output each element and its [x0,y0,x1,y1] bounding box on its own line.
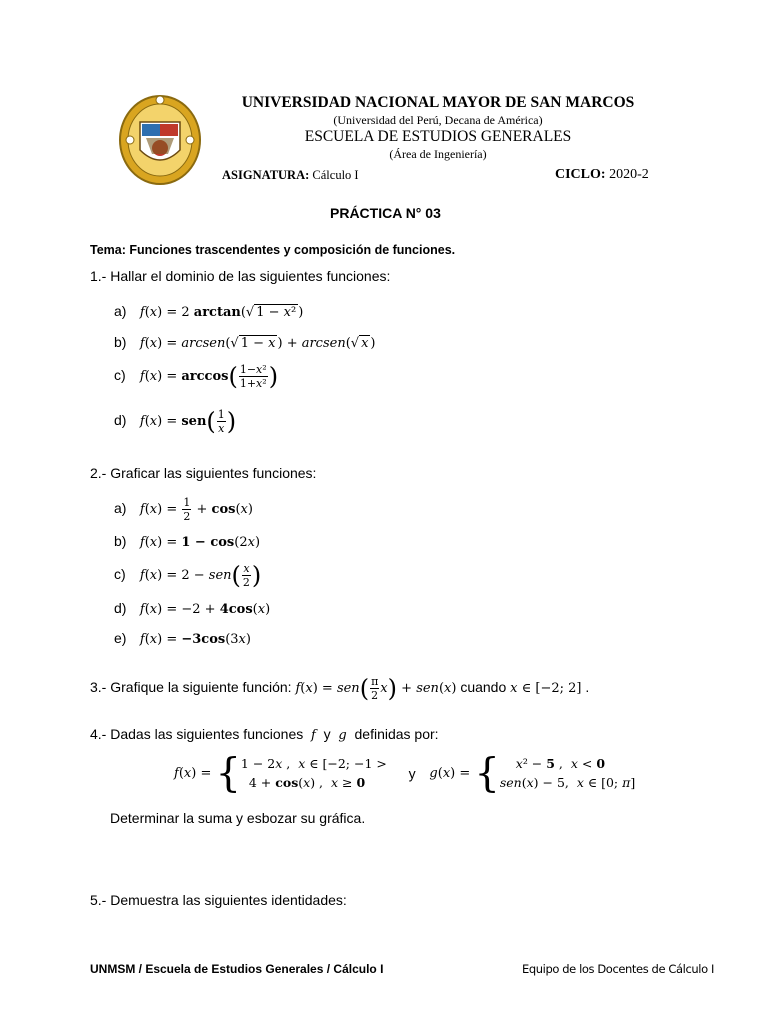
cycle-value: 2020-2 [609,167,649,182]
topic: Tema: Funciones trascendentes y composición de funciones. [90,243,456,257]
item-label: b) [114,334,127,350]
university-seal [116,92,204,188]
page-title: PRÁCTICA N° 03 [330,205,441,221]
q3-formula: f(x) = sen( $\frac{\pi}{2}$ x) + sen(x) [295,674,457,703]
q5-heading: 5.- Demuestra las siguientes identidades: [90,892,347,908]
school-name: ESCUELA DE ESTUDIOS GENERALES [304,128,572,145]
q4-g: g [338,728,347,743]
q1a-formula: f(x) = 2 arctan(√ 1 − x² ) [139,305,304,320]
q3-middle: cuando [460,679,507,695]
item-label: c) [114,566,126,582]
q1-item-a [114,303,303,320]
q4-mid: y [323,726,331,742]
q4-heading-line [90,726,439,743]
q3-interval: x ∈ [−2; 2] [510,681,582,696]
q2-item-a [114,497,253,522]
item-label: b) [114,533,127,549]
item-label: a) [114,500,127,516]
item-label: e) [114,630,127,646]
q3-suffix: . [585,679,590,695]
q4-task: Determinar la suma y esbozar su gráfica. [110,810,366,826]
q4-g-def: g(x) = [429,765,475,781]
q4-and: y [408,765,416,782]
cycle-line [555,167,649,183]
q3-line [90,676,589,701]
area-name: (Área de Ingeniería) [389,147,487,161]
q2-item-b [114,533,260,550]
q4-f: f [311,728,316,743]
q2d-formula: f(x) = −2 + 4cos(x) [139,602,271,617]
item-label: d) [114,412,127,428]
q2-item-c [114,563,261,588]
q4-piecewise: f(x) = { 1 − 2x , x ∈ [−2; −1 > 4 + cos(x) , x ≥ 0 y g(x) = { x² − 5 , x < 0 sen(x) − 5, x ∈ [0; π] [174,750,636,797]
q4-f-def: f(x) = [174,766,216,782]
q1d-formula: f(x) = sen( $\frac{1}{x}$ ) [139,407,237,436]
q2-item-d [114,600,270,617]
q4-f-cases: 1 − 2x , x ∈ [−2; −1 > 4 + cos(x) , x ≥ 0 [240,756,387,791]
q1-item-b [114,334,375,351]
q2-item-e [114,630,251,647]
item-label: a) [114,303,127,319]
footer-right: Equipo de los Docentes de Cálculo I [522,962,714,976]
q2b-formula: f(x) = 1 − cos(2x) [139,535,261,550]
q4-end: definidas por: [354,726,439,742]
q2a-formula: f(x) = $\frac{1}{2}$ + cos(x) [139,496,253,523]
subject-line [222,168,359,183]
q3-prefix: 3.- Grafique la siguiente función: [90,679,292,695]
cycle-label: CICLO: [555,167,606,182]
q1-heading: 1.- Hallar el dominio de las siguientes funciones: [90,268,391,284]
item-label: d) [114,600,127,616]
q2c-formula: f(x) = 2 − sen( $\frac{x}{2}$ ) [139,561,262,590]
university-name: UNIVERSIDAD NACIONAL MAYOR DE SAN MARCOS [241,94,635,111]
q1b-formula: f(x) = arcsen(√ 1 − x ) + arcsen(√ x ) [139,336,376,351]
subject-value: Cálculo I [312,168,359,182]
q1-item-d [114,409,236,434]
q4-heading: 4.- Dadas las siguientes funciones [90,726,304,742]
q2-heading: 2.- Graficar las siguientes funciones: [90,465,317,481]
q1c-formula: f(x) = arccos( $\frac{\text{1−x²}}{\text{1+x²}}$ ) [139,362,279,391]
item-label: c) [114,367,126,383]
q4-g-cases: x² − 5 , x < 0 sen(x) − 5, x ∈ [0; π] [499,756,636,791]
footer-left: UNMSM / Escuela de Estudios Generales / Cálculo I [90,962,384,976]
university-subtitle: (Universidad del Perú, Decana de América) [333,113,543,127]
q1-item-c [114,364,278,389]
q2e-formula: f(x) = −3cos(3x) [139,632,251,647]
subject-label: ASIGNATURA: [222,168,310,182]
